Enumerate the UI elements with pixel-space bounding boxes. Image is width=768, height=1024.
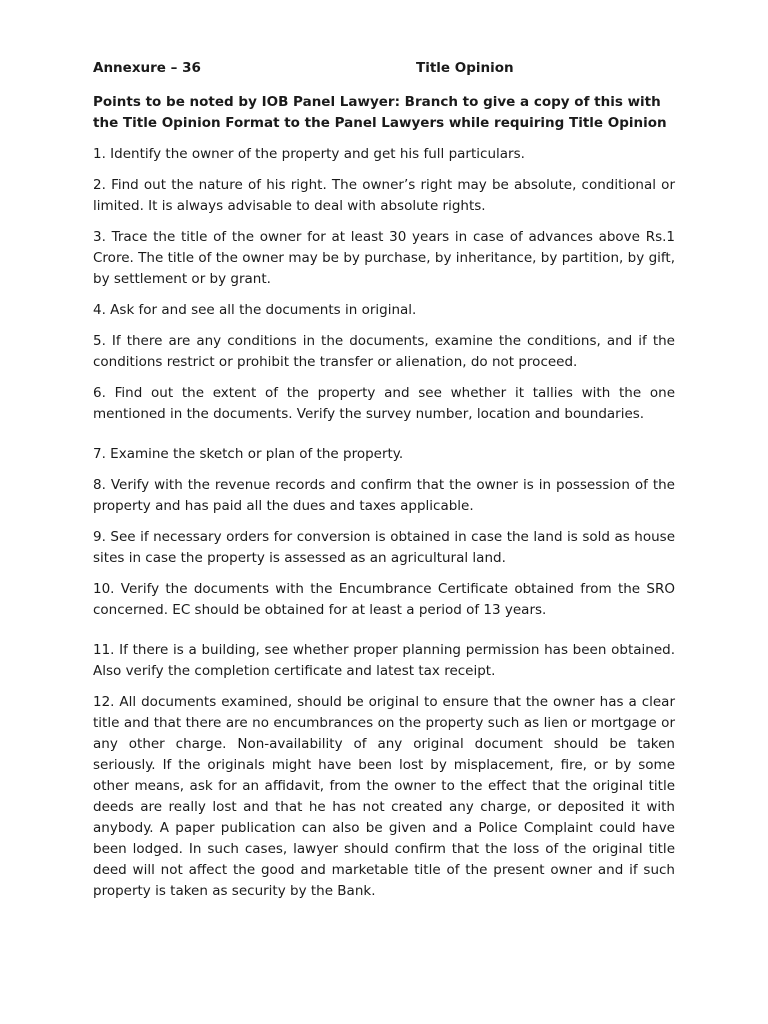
point-8: 8. Verify with the revenue records and confirm that the owner is in possession of the property and has paid all the dues and taxes applicable. <box>93 477 675 514</box>
point-9: 9. See if necessary orders for conversion is obtained in case the land is sold as house sites in case the property is assessed as an agricultural land. <box>93 529 675 566</box>
point-3: 3. Trace the title of the owner for at least 30 years in case of advances above Rs.1 Crore. The title of the owner may be by purchase, by inheritance, by partition, by gift, by settlement or by grant. <box>93 229 675 287</box>
annexure-label: Annexure – 36 <box>93 60 201 76</box>
document-header <box>93 58 675 82</box>
point-12: 12. All documents examined, should be original to ensure that the owner has a clear title and that there are no encumbrances on the property such as lien or mortgage or any other charge. Non-availability of any original document should be taken seriously. If the originals might have been lost by misplacement, fire, or by some other means, ask for an affidavit, from the owner to the effect that the original title deeds are really lost and that he has not created any charge, or deposited it with anybody. A paper publication can also be given and a Police Complaint could have been lodged. In such cases, lawyer should confirm that the loss of the original title deed will not affect the good and marketable title of the present owner and if such property is taken as security by the Bank. <box>93 694 675 899</box>
document-page <box>93 58 675 912</box>
point-6: 6. Find out the extent of the property and see whether it tallies with the one mentioned in the documents. Verify the survey number, location and boundaries. <box>93 385 675 422</box>
point-4: 4. Ask for and see all the documents in original. <box>93 302 417 318</box>
intro-note: Points to be noted by IOB Panel Lawyer: Branch to give a copy of this with the Title Opinion Format to the Panel Lawyers while requiring Title Opinion <box>93 94 667 131</box>
point-1: 1. Identify the owner of the property and get his full particulars. <box>93 146 525 162</box>
point-7: 7. Examine the sketch or plan of the property. <box>93 446 404 462</box>
point-5: 5. If there are any conditions in the documents, examine the conditions, and if the conditions restrict or prohibit the transfer or alienation, do not proceed. <box>93 333 675 370</box>
document-title: Title Opinion <box>416 60 514 76</box>
point-11: 11. If there is a building, see whether proper planning permission has been obtained. Also verify the completion certificate and latest tax receipt. <box>93 642 675 679</box>
point-2: 2. Find out the nature of his right. The owner’s right may be absolute, conditional or limited. It is always advisable to deal with absolute rights. <box>93 177 675 214</box>
point-10: 10. Verify the documents with the Encumbrance Certificate obtained from the SRO concerned. EC should be obtained for at least a period of 13 years. <box>93 581 675 618</box>
